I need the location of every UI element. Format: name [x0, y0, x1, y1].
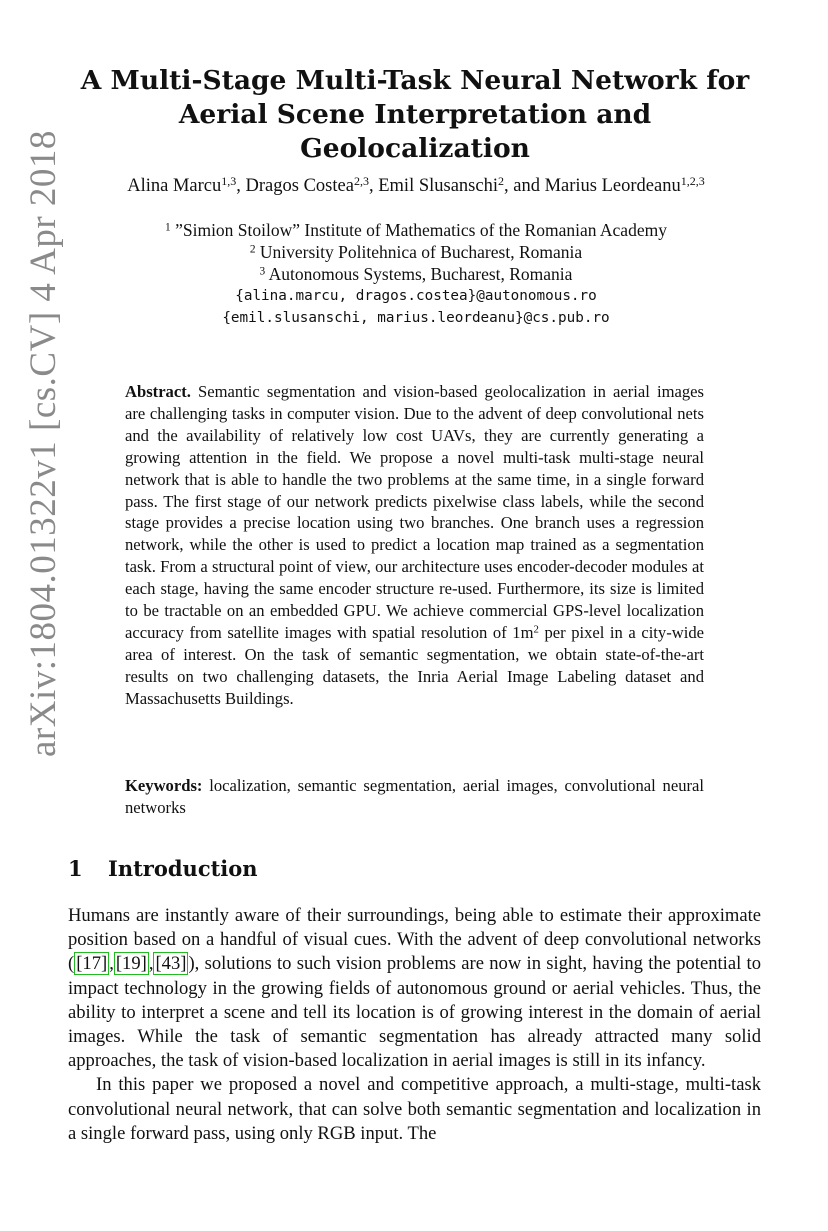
affiliation-text: University Politehnica of Bucharest, Romania: [259, 242, 583, 262]
author-name: Marius Leordeanu: [544, 176, 681, 196]
author-email: {emil.slusanschi, marius.leordeanu}@cs.pub.ro: [222, 310, 610, 326]
affiliation-line: [60, 241, 772, 263]
author-separator: ,: [368, 176, 379, 196]
citation-link[interactable]: [43]: [155, 953, 187, 975]
affiliation-block: [60, 219, 772, 329]
affiliation-number: 3: [259, 265, 266, 278]
abstract: [125, 381, 704, 710]
affiliation-line: [60, 219, 772, 241]
author-name: Dragos Costea: [245, 176, 354, 196]
author-separator: , and: [504, 176, 545, 196]
citation-link[interactable]: [17]: [76, 953, 108, 975]
citation-link[interactable]: [19]: [115, 953, 147, 975]
keywords: [125, 775, 704, 819]
keywords-label: Keywords:: [125, 776, 203, 795]
abstract-label: Abstract.: [125, 382, 191, 401]
title-line-1: A Multi-Stage Multi-Task Neural Network for: [80, 65, 750, 96]
section-title: Introduction: [108, 856, 258, 881]
abstract-superscript: 2: [533, 623, 539, 636]
author-name: Alina Marcu: [127, 176, 222, 196]
paper-title: [60, 64, 770, 166]
paragraph-text: ), solutions to such vision problems are now in sight, having the potential to impact technology in the growing fields of autonomous ground or aerial vehicles. Thus, the ability to interpret a scene and tell its location is of growing interest in the domain of aerial images. While the task of semantic segmentation has already attracted many solid approaches, the task of vision-based localization in aerial images is still in its infancy.: [68, 953, 761, 1072]
title-line-2: Aerial Scene Interpretation and Geolocalization: [178, 99, 652, 164]
abstract-text: Semantic segmentation and vision-based geolocalization in aerial images are challenging tasks in computer vision. Due to the advent of deep convolutional nets and the availability of relatively low cost UAVs, they are currently generating a growing attention in the field. We propose a novel multi-task multi-stage neural network that is able to handle the two problems at the same time, in a single forward pass. The first stage of our network predicts pixelwise class labels, while the second stage provides a precise location using two branches. One branch uses a regression network, while the other is used to predict a location map trained as a segmentation task. From a structural point of view, our architecture uses encoder-decoder modules at each stage, having the same encoder structure re-used. Furthermore, its size is limited to be tractable on an embedded GPU. We achieve commercial GPS-level localization accuracy from satellite images with spatial resolution of 1m: [125, 382, 704, 642]
section-number: 1: [68, 856, 83, 881]
author-email: {alina.marcu, dragos.costea}@autonomous.ro: [235, 288, 597, 304]
author-affiliation-sup: 2,3: [353, 174, 369, 188]
author-list: [60, 176, 772, 197]
affiliation-line: [60, 263, 772, 285]
abstract-text-continued: per pixel in a city-wide area of interest. On the task of semantic segmentation, we obtain state-of-the-art results on two challenging datasets, the Inria Aerial Image Labeling dataset and Massachusetts Buildings.: [125, 622, 704, 708]
intro-paragraph-2: In this paper we proposed a novel and competitive approach, a multi-stage, multi-task convolutional neural network, that can solve both semantic segmentation and localization in a single forward pass, using only RGB input. The: [68, 1074, 761, 1144]
keywords-text: localization, semantic segmentation, aerial images, convolutional neural networks: [125, 776, 705, 817]
author-affiliation-sup: 1,2,3: [680, 174, 705, 188]
author-name: Emil Slusanschi: [378, 176, 498, 196]
introduction-body: [68, 904, 761, 1146]
affiliation-number: 1: [165, 221, 171, 234]
intro-paragraph-1: Humans are instantly aware of their surroundings, being able to estimate their approximate position based on a handful of visual cues. With the advent of deep convolutional networks ( [17] , [19] , [43] ), solutions to such vision problems are now in sight, having the potential to impact technology in the growing fields of autonomous ground or aerial vehicles. Thus, the ability to interpret a scene and tell its location is of growing interest in the domain of aerial images. While the task of semantic segmentation has already attracted many solid approaches, the task of vision-based localization in aerial images is still in its infancy.: [68, 905, 761, 1072]
arxiv-identifier-stamp: arXiv:1804.01322v1 [cs.CV] 4 Apr 2018: [23, 130, 64, 757]
author-affiliation-sup: 1,3: [221, 174, 237, 188]
author-separator: ,: [236, 176, 246, 196]
section-heading-introduction: [68, 856, 258, 881]
affiliation-number: 2: [249, 243, 256, 256]
author-affiliation-sup: 2: [497, 174, 504, 188]
affiliation-text: Autonomous Systems, Bucharest, Romania: [268, 264, 573, 284]
affiliation-text: ”Simion Stoilow” Institute of Mathematics of the Romanian Academy: [175, 220, 667, 240]
paragraph-text: Humans are instantly aware of their surroundings, being able to estimate their approximate position based on a handful of visual cues. With the advent of deep convolutional networks (: [68, 905, 761, 975]
